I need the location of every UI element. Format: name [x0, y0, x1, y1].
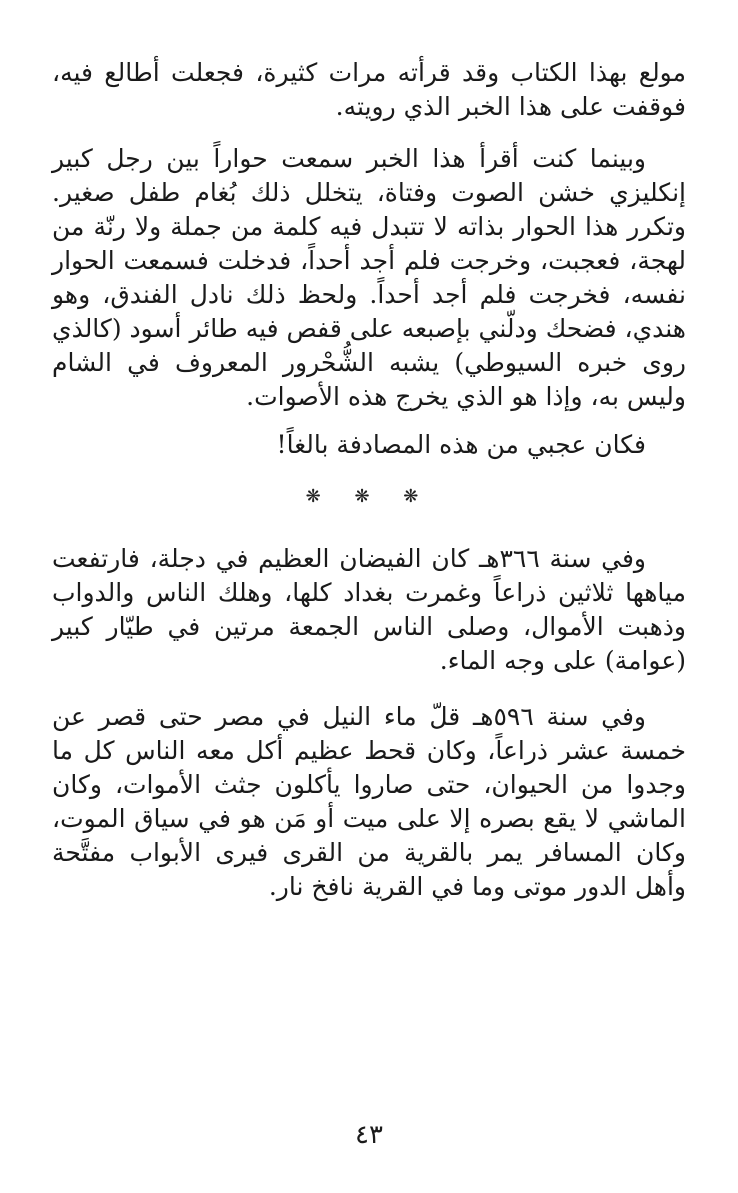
paragraph-2: وبينما كنت أقرأ هذا الخبر سمعت حواراً بين رجل كبير إنكليزي خشن الصوت وفتاة، يتخلل ذلك بُغام طفل صغير. وتكرر هذا الحوار بذاته لا تتبدل فيه كلمة من جملة ولا رنّة من لهجة، فعجبت، وخرجت فلم أجد أحداً، فدخلت فسمعت الحوار نفسه، فخرجت فلم أجد أحداً. ولحظ ذلك نادل الفندق، وهو هندي، فضحك ودلّني بإصبعه على قفص فيه طائر أسود (كالذي روى خبره السيوطي) يشبه الشُّحْرور المعروف في الشام وليس به، وإذا هو الذي يخرج هذه الأصوات.: [52, 144, 686, 411]
page-number: ٤٣: [355, 1120, 383, 1150]
paragraph-5: وفي سنة ٥٩٦هـ قلّ ماء النيل في مصر حتى قصر عن خمسة عشر ذراعاً، وكان قحط عظيم أكل معه الناس كل ما وجدوا من الحيوان، حتى صاروا يأكلون جثث الأموات، وكان الماشي لا يقع بصره إلا على ميت أو مَن هو في سياق الموت، وكان المسافر يمر بالقرية من القرى فيرى الأبواب مفتَّحة وأهل الدور موتى وما في القرية نافخ نار.: [52, 702, 686, 901]
paragraph-3: فكان عجبي من هذه المصادفة بالغاً!: [276, 430, 646, 459]
paragraph-4: وفي سنة ٣٦٦هـ كان الفيضان العظيم في دجلة، فارتفعت مياهها ثلاثين ذراعاً وغمرت بغداد كلها، وهلك الناس والدواب وذهبت الأموال، وصلى الناس الجمعة مرتين في طيّار كبير (عوامة) على وجه الماء.: [52, 544, 686, 675]
paragraph-1: مولع بهذا الكتاب وقد قرأته مرات كثيرة، فجعلت أطالع فيه، فوقفت على هذا الخبر الذي رويته.: [52, 58, 686, 121]
page-body: [52, 56, 686, 904]
section-separator: ❋ ❋ ❋: [305, 486, 433, 507]
